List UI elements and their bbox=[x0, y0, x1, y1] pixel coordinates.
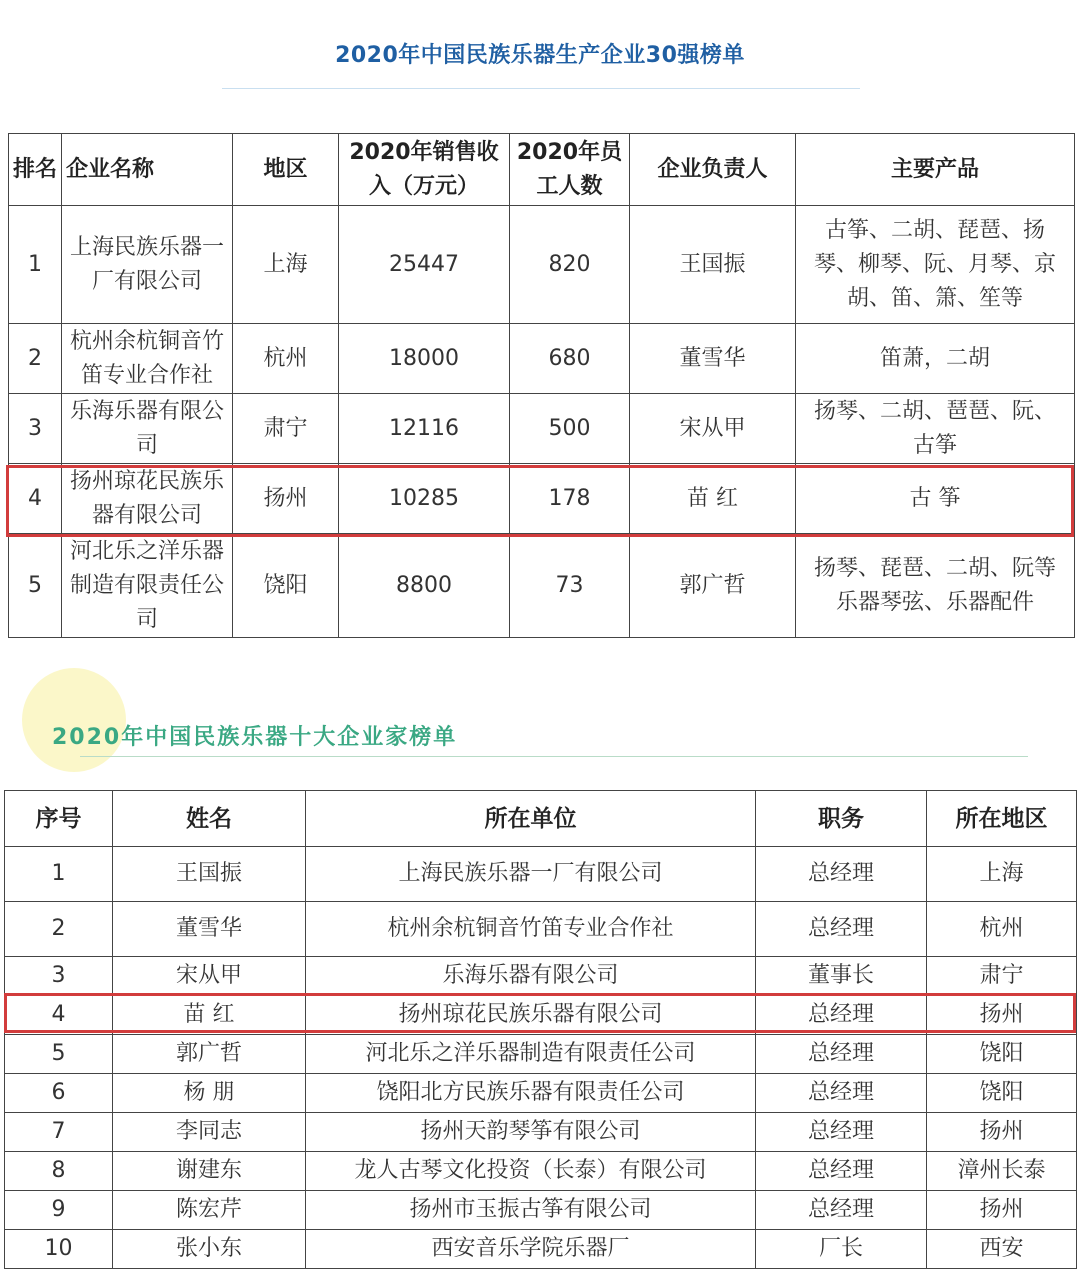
name-cell: 杨 朋 bbox=[113, 1074, 306, 1113]
region-cell: 肃宁 bbox=[927, 957, 1077, 996]
name-cell: 苗 红 bbox=[113, 996, 306, 1035]
products-cell: 古 筝 bbox=[796, 464, 1075, 534]
staff-cell: 500 bbox=[510, 394, 630, 464]
table-row bbox=[9, 464, 1075, 534]
region-cell: 扬州 bbox=[927, 1191, 1077, 1230]
header-products: 主要产品 bbox=[796, 134, 1075, 206]
table-row bbox=[9, 394, 1075, 464]
unit-cell: 扬州天韵琴筝有限公司 bbox=[306, 1113, 756, 1152]
no-cell: 8 bbox=[5, 1152, 113, 1191]
sales-cell: 8800 bbox=[339, 534, 510, 638]
leader-cell: 王国振 bbox=[630, 206, 796, 324]
company-cell: 河北乐之洋乐器制造有限责任公司 bbox=[62, 534, 233, 638]
company-cell: 乐海乐器有限公司 bbox=[62, 394, 233, 464]
region-cell: 上海 bbox=[233, 206, 339, 324]
region-cell: 漳州长泰 bbox=[927, 1152, 1077, 1191]
table-row bbox=[5, 902, 1077, 957]
title-cell: 总经理 bbox=[756, 1191, 927, 1230]
title-cell: 总经理 bbox=[756, 1035, 927, 1074]
region-cell: 杭州 bbox=[927, 902, 1077, 957]
region-cell: 上海 bbox=[927, 847, 1077, 902]
name-cell: 谢建东 bbox=[113, 1152, 306, 1191]
name-cell: 李同志 bbox=[113, 1113, 306, 1152]
header-region: 地区 bbox=[233, 134, 339, 206]
title-cell: 总经理 bbox=[756, 1152, 927, 1191]
staff-cell: 680 bbox=[510, 324, 630, 394]
table-row bbox=[9, 324, 1075, 394]
section2-divider bbox=[80, 756, 1028, 757]
no-cell: 9 bbox=[5, 1191, 113, 1230]
header-name: 姓名 bbox=[113, 791, 306, 847]
header-rank: 排名 bbox=[9, 134, 62, 206]
entrepreneur-ranking-table bbox=[4, 790, 1077, 1269]
name-cell: 张小东 bbox=[113, 1230, 306, 1269]
header-leader: 企业负责人 bbox=[630, 134, 796, 206]
region-cell: 扬州 bbox=[927, 996, 1077, 1035]
table-row bbox=[5, 1035, 1077, 1074]
header-company: 企业名称 bbox=[62, 134, 233, 206]
name-cell: 宋从甲 bbox=[113, 957, 306, 996]
company-cell: 扬州琼花民族乐器有限公司 bbox=[62, 464, 233, 534]
name-cell: 董雪华 bbox=[113, 902, 306, 957]
header-title: 职务 bbox=[756, 791, 927, 847]
table-row bbox=[5, 847, 1077, 902]
region-cell: 饶阳 bbox=[927, 1035, 1077, 1074]
name-cell: 王国振 bbox=[113, 847, 306, 902]
staff-cell: 820 bbox=[510, 206, 630, 324]
table-header-row bbox=[5, 791, 1077, 847]
header-no: 序号 bbox=[5, 791, 113, 847]
enterprise-ranking-table bbox=[8, 133, 1075, 638]
section1-divider bbox=[222, 88, 860, 89]
sales-cell: 10285 bbox=[339, 464, 510, 534]
sales-cell: 18000 bbox=[339, 324, 510, 394]
leader-cell: 苗 红 bbox=[630, 464, 796, 534]
header-sales: 2020年销售收入（万元） bbox=[339, 134, 510, 206]
table-row bbox=[5, 957, 1077, 996]
products-cell: 扬琴、琵琶、二胡、阮等乐器琴弦、乐器配件 bbox=[796, 534, 1075, 638]
products-cell: 笛萧，二胡 bbox=[796, 324, 1075, 394]
title-cell: 董事长 bbox=[756, 957, 927, 996]
unit-cell: 上海民族乐器一厂有限公司 bbox=[306, 847, 756, 902]
region-cell: 扬州 bbox=[927, 1113, 1077, 1152]
staff-cell: 178 bbox=[510, 464, 630, 534]
no-cell: 1 bbox=[5, 847, 113, 902]
unit-cell: 龙人古琴文化投资（长泰）有限公司 bbox=[306, 1152, 756, 1191]
no-cell: 4 bbox=[5, 996, 113, 1035]
table-row bbox=[5, 996, 1077, 1035]
rank-cell: 1 bbox=[9, 206, 62, 324]
header-staff: 2020年员工人数 bbox=[510, 134, 630, 206]
no-cell: 6 bbox=[5, 1074, 113, 1113]
title-cell: 总经理 bbox=[756, 847, 927, 902]
staff-cell: 73 bbox=[510, 534, 630, 638]
table-row bbox=[5, 1074, 1077, 1113]
title-cell: 总经理 bbox=[756, 902, 927, 957]
company-cell: 杭州余杭铜音竹笛专业合作社 bbox=[62, 324, 233, 394]
title-cell: 总经理 bbox=[756, 1074, 927, 1113]
rank-cell: 4 bbox=[9, 464, 62, 534]
name-cell: 郭广哲 bbox=[113, 1035, 306, 1074]
table-row bbox=[9, 534, 1075, 638]
section1-title: 2020年中国民族乐器生产企业30强榜单 bbox=[335, 43, 745, 68]
table-row bbox=[5, 1152, 1077, 1191]
table-header-row bbox=[9, 134, 1075, 206]
rank-cell: 3 bbox=[9, 394, 62, 464]
sales-cell: 12116 bbox=[339, 394, 510, 464]
name-cell: 陈宏芹 bbox=[113, 1191, 306, 1230]
rank-cell: 5 bbox=[9, 534, 62, 638]
title-cell: 总经理 bbox=[756, 996, 927, 1035]
products-cell: 古筝、二胡、琵琶、扬琴、柳琴、阮、月琴、京胡、笛、箫、笙等 bbox=[796, 206, 1075, 324]
section2-title: 2020年中国民族乐器十大企业家榜单 bbox=[52, 725, 458, 750]
rank-cell: 2 bbox=[9, 324, 62, 394]
no-cell: 2 bbox=[5, 902, 113, 957]
header-region: 所在地区 bbox=[927, 791, 1077, 847]
unit-cell: 饶阳北方民族乐器有限责任公司 bbox=[306, 1074, 756, 1113]
unit-cell: 河北乐之洋乐器制造有限责任公司 bbox=[306, 1035, 756, 1074]
region-cell: 肃宁 bbox=[233, 394, 339, 464]
table-row bbox=[5, 1230, 1077, 1269]
leader-cell: 郭广哲 bbox=[630, 534, 796, 638]
company-cell: 上海民族乐器一厂有限公司 bbox=[62, 206, 233, 324]
header-unit: 所在单位 bbox=[306, 791, 756, 847]
products-cell: 扬琴、二胡、琶琶、阮、古筝 bbox=[796, 394, 1075, 464]
table-row bbox=[9, 206, 1075, 324]
region-cell: 饶阳 bbox=[927, 1074, 1077, 1113]
unit-cell: 杭州余杭铜音竹笛专业合作社 bbox=[306, 902, 756, 957]
no-cell: 10 bbox=[5, 1230, 113, 1269]
sales-cell: 25447 bbox=[339, 206, 510, 324]
title-cell: 厂长 bbox=[756, 1230, 927, 1269]
unit-cell: 乐海乐器有限公司 bbox=[306, 957, 756, 996]
region-cell: 西安 bbox=[927, 1230, 1077, 1269]
unit-cell: 扬州琼花民族乐器有限公司 bbox=[306, 996, 756, 1035]
no-cell: 5 bbox=[5, 1035, 113, 1074]
table-row bbox=[5, 1113, 1077, 1152]
leader-cell: 宋从甲 bbox=[630, 394, 796, 464]
table-row bbox=[5, 1191, 1077, 1230]
no-cell: 7 bbox=[5, 1113, 113, 1152]
region-cell: 饶阳 bbox=[233, 534, 339, 638]
title-cell: 总经理 bbox=[756, 1113, 927, 1152]
leader-cell: 董雪华 bbox=[630, 324, 796, 394]
unit-cell: 西安音乐学院乐器厂 bbox=[306, 1230, 756, 1269]
region-cell: 杭州 bbox=[233, 324, 339, 394]
unit-cell: 扬州市玉振古筝有限公司 bbox=[306, 1191, 756, 1230]
region-cell: 扬州 bbox=[233, 464, 339, 534]
no-cell: 3 bbox=[5, 957, 113, 996]
